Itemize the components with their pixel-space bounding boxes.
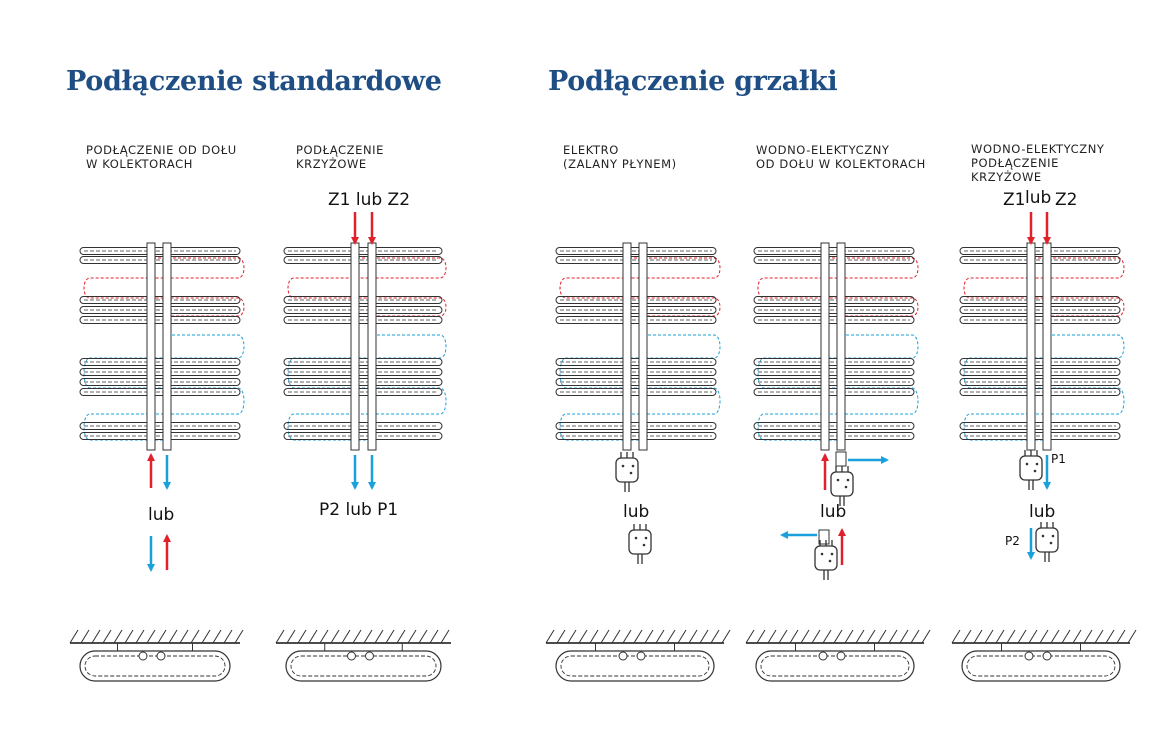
wall-hatch	[900, 630, 908, 643]
wall-hatch	[579, 630, 587, 643]
wall-hatch	[235, 630, 243, 643]
heater-cable	[840, 496, 844, 506]
radiator-inner-outline	[561, 656, 709, 676]
valve-icon	[348, 652, 356, 660]
top-view-bottom	[70, 630, 243, 681]
radiator-collector	[368, 243, 376, 450]
wall-hatch	[353, 630, 361, 643]
heater-body	[1036, 528, 1058, 552]
radiator-collector	[639, 243, 647, 450]
caption-cross-connection: PODŁĄCZENIE KRZYŻOWE	[296, 143, 385, 171]
heater-prongs	[1025, 450, 1037, 456]
wall-hatch	[1095, 630, 1103, 643]
heater-button	[837, 479, 840, 482]
wall-hatch	[320, 630, 328, 643]
heating-element-icon	[616, 452, 638, 492]
wall-hatch	[125, 630, 133, 643]
heater-button	[1026, 463, 1029, 466]
wall-hatch	[1007, 630, 1015, 643]
wall-hatch	[612, 630, 620, 643]
radiator-outline	[286, 651, 441, 681]
radiator-inner-outline	[761, 656, 909, 676]
standard-connection-title: Podłączenie standardowe	[66, 66, 442, 97]
wall-hatch	[430, 630, 438, 643]
valve-icon	[157, 652, 165, 660]
top-view-cross	[276, 630, 451, 681]
heater-body	[616, 458, 638, 482]
radiator-electric	[556, 243, 716, 450]
valve-icon	[637, 652, 645, 660]
wall-hatch	[114, 630, 122, 643]
wall-hatch	[364, 630, 372, 643]
radiator-collector	[837, 243, 845, 450]
wall-hatch	[645, 630, 653, 643]
wall-hatch	[287, 630, 295, 643]
heater-button	[622, 465, 625, 468]
flow-lines	[288, 250, 446, 445]
wall-hatch	[191, 630, 199, 643]
wall-hatch	[834, 630, 842, 643]
wall-hatch	[623, 630, 631, 643]
heating-element-icon	[815, 540, 837, 580]
radiator-collector	[821, 243, 829, 450]
heater-button	[1036, 463, 1039, 466]
wall-hatch	[419, 630, 427, 643]
wall-hatch	[568, 630, 576, 643]
wall-hatch	[408, 630, 416, 643]
wall-hatch	[1062, 630, 1070, 643]
wall-hatch	[911, 630, 919, 643]
radiator-collector	[351, 243, 359, 450]
wall-hatch	[746, 630, 754, 643]
wall-hatch	[309, 630, 317, 643]
caption-bottom-collectors: PODŁĄCZENIE OD DOŁU W KOLEKTORACH	[86, 143, 237, 171]
heater-button	[1052, 535, 1055, 538]
wall-hatch	[878, 630, 886, 643]
wall-hatch	[158, 630, 166, 643]
label-z2: Z2	[1055, 190, 1078, 210]
heater-button	[821, 553, 824, 556]
wall-hatch	[889, 630, 897, 643]
caption-electric: ELEKTRO (ZALANY PŁYNEM)	[563, 143, 677, 171]
heater-body	[1020, 456, 1042, 480]
wall-hatch	[81, 630, 89, 643]
wall-hatch	[202, 630, 210, 643]
heater-cable	[638, 554, 642, 564]
valve-icon	[837, 652, 845, 660]
heater-button	[1042, 535, 1045, 538]
wall-hatch	[386, 630, 394, 643]
valve-icon	[366, 652, 374, 660]
wall-hatch	[1106, 630, 1114, 643]
radiator-cross	[284, 243, 442, 450]
wall-hatch	[996, 630, 1004, 643]
tee-fitting	[836, 452, 846, 466]
valve-icon	[819, 652, 827, 660]
radiator-outline	[756, 651, 914, 681]
heating-element-icon	[1020, 450, 1042, 490]
wall-hatch	[342, 630, 350, 643]
wall-hatch	[70, 630, 78, 643]
heater-body	[629, 530, 651, 554]
heater-cable	[824, 570, 828, 580]
wall-hatch	[1084, 630, 1092, 643]
wall-hatch	[656, 630, 664, 643]
top-view-electric	[546, 630, 730, 681]
heater-body	[815, 546, 837, 570]
wall-hatch	[667, 630, 675, 643]
top-view-water-electric-cross	[952, 630, 1136, 681]
label-inlet-z1-z2: Z1 lub Z2	[328, 190, 411, 210]
wall-hatch	[845, 630, 853, 643]
wall-hatch	[856, 630, 864, 643]
label-or-1: lub	[148, 505, 175, 525]
wall-hatch	[276, 630, 284, 643]
radiator-outline	[556, 651, 714, 681]
radiator-inner-outline	[967, 656, 1115, 676]
wall-hatch	[722, 630, 730, 643]
radiator-water-electric-bottom	[754, 243, 914, 450]
wall-hatch	[700, 630, 708, 643]
heater-button	[831, 553, 834, 556]
wall-hatch	[1051, 630, 1059, 643]
heater-body	[831, 472, 853, 496]
wall-hatch	[103, 630, 111, 643]
heating-element-icon	[1036, 522, 1058, 562]
label-z1: Z1	[1003, 190, 1026, 210]
caption-water-electric-cross: WODNO-ELEKTYCZNY PODŁĄCZENIE KRZYŻOWE	[971, 142, 1105, 184]
wall-hatch	[634, 630, 642, 643]
wall-hatch	[1128, 630, 1136, 643]
radiator-outline	[80, 651, 230, 681]
heater-button	[643, 544, 646, 547]
wall-hatch	[147, 630, 155, 643]
heater-cable	[1029, 480, 1033, 490]
radiator-collector	[1027, 243, 1035, 450]
heater-prongs	[621, 452, 633, 458]
valve-icon	[139, 652, 147, 660]
wall-hatch	[601, 630, 609, 643]
wall-hatch	[397, 630, 405, 643]
radiator-collector	[623, 243, 631, 450]
wall-hatch	[678, 630, 686, 643]
wall-hatch	[1040, 630, 1048, 643]
heater-button	[635, 537, 638, 540]
label-p2: P2	[1005, 534, 1020, 548]
heater-button	[1050, 542, 1053, 545]
wall-hatch	[922, 630, 930, 643]
heater-connection-title: Podłączenie grzałki	[548, 66, 838, 97]
wall-hatch	[790, 630, 798, 643]
wall-hatch	[757, 630, 765, 643]
radiator-collector	[163, 243, 171, 450]
wall-hatch	[441, 630, 449, 643]
radiator-water-electric-cross	[960, 243, 1120, 450]
caption-water-electric-bottom: WODNO-ELEKTYCZNY OD DOŁU W KOLEKTORACH	[756, 143, 926, 171]
heater-prongs	[634, 524, 646, 530]
wall-hatch	[711, 630, 719, 643]
wall-hatch	[224, 630, 232, 643]
heater-button	[845, 486, 848, 489]
label-or-5b: lub	[1029, 502, 1056, 522]
wall-hatch	[812, 630, 820, 643]
wall-hatch	[331, 630, 339, 643]
wall-hatch	[1073, 630, 1081, 643]
wall-hatch	[92, 630, 100, 643]
wall-hatch	[1117, 630, 1125, 643]
valve-icon	[619, 652, 627, 660]
top-view-water-electric-bottom	[746, 630, 930, 681]
wall-hatch	[213, 630, 221, 643]
wall-hatch	[180, 630, 188, 643]
wall-hatch	[298, 630, 306, 643]
wall-hatch	[1029, 630, 1037, 643]
wall-hatch	[689, 630, 697, 643]
heater-button	[630, 472, 633, 475]
wall-hatch	[1018, 630, 1026, 643]
wall-hatch	[974, 630, 982, 643]
radiator-inner-outline	[291, 656, 436, 676]
radiator-inner-outline	[85, 656, 225, 676]
label-or-5a: lub	[1025, 188, 1052, 208]
wall-hatch	[801, 630, 809, 643]
wall-hatch	[952, 630, 960, 643]
heater-prongs	[1041, 522, 1053, 528]
heating-element-icon	[831, 466, 853, 506]
heater-button	[632, 465, 635, 468]
heater-prongs	[836, 466, 848, 472]
heating-element-icon	[629, 524, 651, 564]
wall-hatch	[768, 630, 776, 643]
wall-hatch	[375, 630, 383, 643]
radiator-bottom	[80, 243, 240, 450]
heater-button	[1034, 470, 1037, 473]
wall-hatch	[779, 630, 787, 643]
blue-flow-loop	[288, 335, 446, 440]
wall-hatch	[867, 630, 875, 643]
wall-hatch	[590, 630, 598, 643]
heater-button	[847, 479, 850, 482]
radiator-collector	[147, 243, 155, 450]
radiator-collector	[1043, 243, 1051, 450]
wall-hatch	[963, 630, 971, 643]
label-or-4: lub	[820, 502, 847, 522]
valve-icon	[1025, 652, 1033, 660]
label-or-3: lub	[623, 502, 650, 522]
label-outlet-p2-p1: P2 lub P1	[319, 500, 399, 520]
label-p1: P1	[1051, 452, 1066, 466]
heater-button	[829, 560, 832, 563]
wall-hatch	[169, 630, 177, 643]
heater-button	[645, 537, 648, 540]
wall-hatch	[546, 630, 554, 643]
valve-icon	[1043, 652, 1051, 660]
heater-cable	[1045, 552, 1049, 562]
heater-cable	[625, 482, 629, 492]
wall-hatch	[823, 630, 831, 643]
wall-hatch	[985, 630, 993, 643]
wall-hatch	[557, 630, 565, 643]
wall-hatch	[136, 630, 144, 643]
radiator-outline	[962, 651, 1120, 681]
